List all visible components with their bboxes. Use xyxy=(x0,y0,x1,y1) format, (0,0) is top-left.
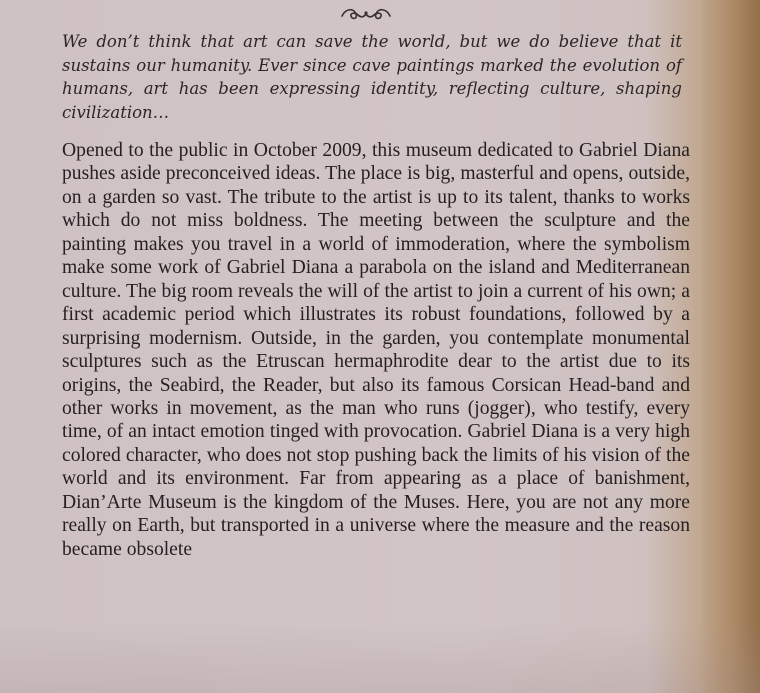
flourish-icon xyxy=(338,4,394,24)
museum-description: Opened to the public in October 2009, this museum dedicated to Gabriel Diana pushes aside preconceived ideas. The place is big, masterful and opens, outside, on a garden so vast. The tribute to the artist is up to its talent, thanks to works which do not miss boldness. The meeting between the sculpture and the painting makes you travel in a world of immoderation, where the symbolism make some work of Gabriel Diana a parabola on the island and Mediterranean culture. The big room reveals the will of the artist to join a current of his own; a first academic period which illustrates its robust foundations, followed by a surprising modernism. Outside, in the garden, you contemplate monumental sculptures such as the Etruscan hermaphrodite dear to the artist due to its origins, the Seabird, the Reader, but also its famous Corsican Head-band and other works in movement, as the man who runs (jogger), who testify, every time, of an intact emotion tinged with provocation. Gabriel Diana is a very high colored character, who does not stop pushing back the limits of his vision of the world and its environment. Far from appearing as a place of banishment, Dian’Arte Museum is the kingdom of the Muses. Here, you are not any more really on Earth, but transported in a universe where the measure and the reason became obsolete xyxy=(62,140,690,560)
intro-quote: We don’t think that art can save the world, but we do believe that it sustains our humanity. Ever since cave paintings marked the evolution of humans, art has been expressing identity, reflecting culture, shaping civilization… xyxy=(62,32,682,122)
page-bottom-shadow xyxy=(0,623,760,693)
page-edge-shadow xyxy=(700,0,760,693)
